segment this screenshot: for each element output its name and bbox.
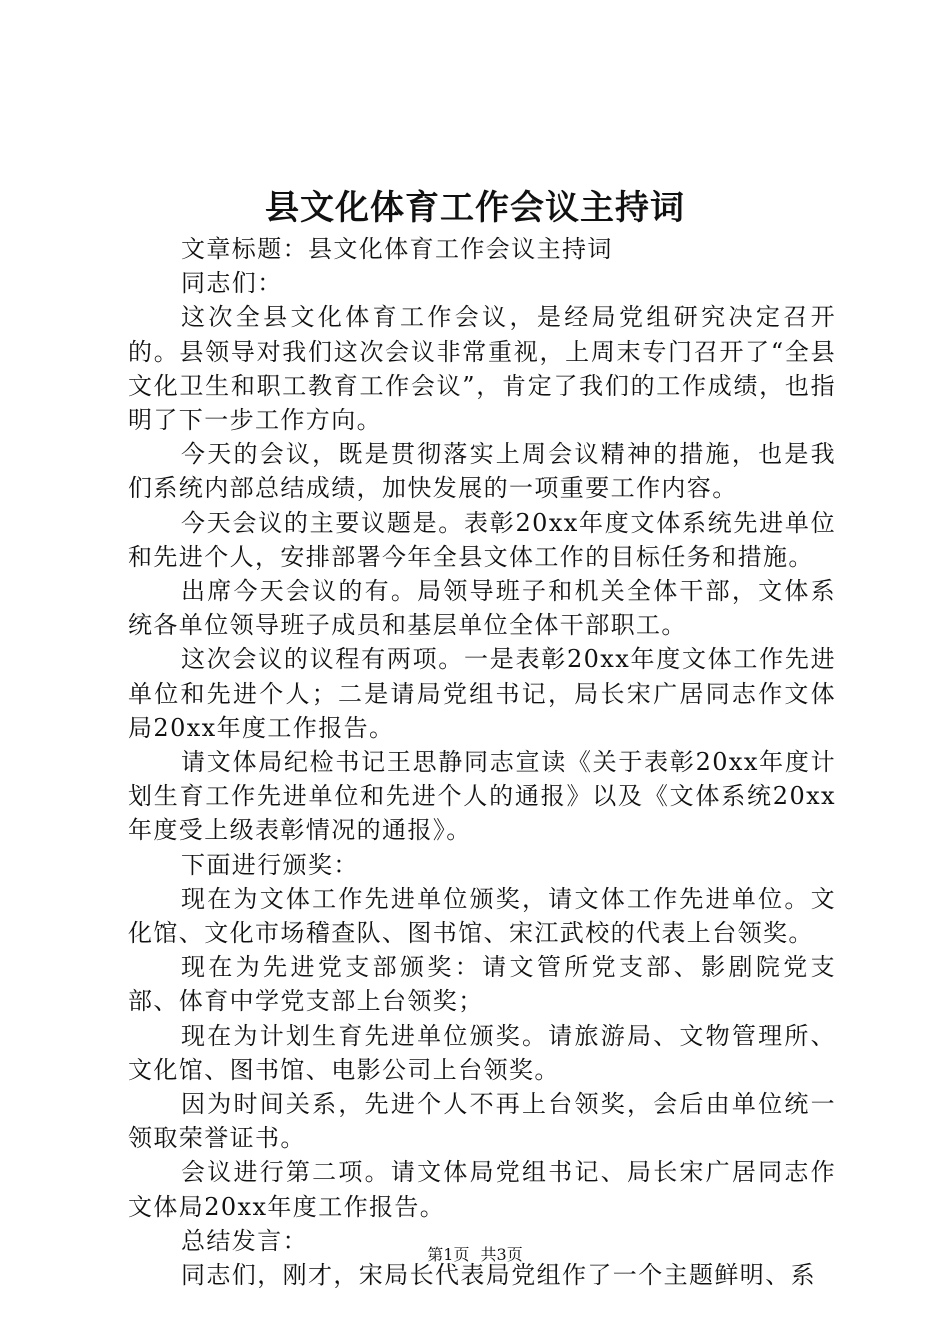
page-number: 第1页 [427, 1245, 470, 1264]
paragraph: 现在为文体工作先进单位颁奖，请文体工作先进单位。文化馆、文化市场稽查队、图书馆、宋江武校的代表上台领奖。 [128, 884, 836, 948]
paragraph: 请文体局纪检书记王思静同志宣读《关于表彰20xx年度计划生育工作先进单位和先进个人的通报》以及《文体系统20xx年度受上级表彰情况的通报》。 [128, 748, 836, 845]
paragraph: 现在为先进党支部颁奖：请文管所党支部、影剧院党支部、体育中学党支部上台领奖； [128, 953, 836, 1016]
paragraph: 因为时间关系，先进个人不再上台领奖，会后由单位统一领取荣誉证书。 [128, 1090, 836, 1153]
paragraph-article-title: 文章标题：县文化体育工作会议主持词 [181, 235, 613, 263]
paragraph: 今天的会议，既是贯彻落实上周会议精神的措施，也是我们系统内部总结成绩，加快发展的一项重要工作内容。 [128, 440, 836, 503]
paragraph: 下面进行颁奖： [181, 850, 359, 879]
document-title: 县文化体育工作会议主持词 [265, 188, 685, 228]
paragraph: 总结发言： [181, 1226, 308, 1255]
paragraph: 现在为计划生育先进单位颁奖。请旅游局、文物管理所、文化馆、图书馆、电影公司上台领奖。 [128, 1021, 836, 1084]
paragraph: 会议进行第二项。请文体局党组书记、局长宋广居同志作文体局20xx年度工作报告。 [128, 1158, 836, 1221]
paragraph-salutation: 同志们： [181, 269, 283, 298]
page-total: 共3页 [480, 1245, 523, 1264]
document-body [128, 232, 836, 1292]
paragraph: 今天会议的主要议题是。表彰20xx年度文体系统先进单位和先进个人，安排部署今年全县文体工作的目标任务和措施。 [128, 508, 836, 571]
paragraph: 同志们，刚才，宋局长代表局党组作了一个主题鲜明、系 [181, 1261, 816, 1290]
page-footer [0, 1244, 950, 1266]
paragraph: 这次全县文化体育工作会议，是经局党组研究决定召开的。县领导对我们这次会议非常重视，上周末专门召开了“全县文化卫生和职工教育工作会议”，肯定了我们的工作成绩，也指明了下一步工作方向。 [128, 303, 836, 435]
paragraph: 这次会议的议程有两项。一是表彰20xx年度文体工作先进单位和先进个人；二是请局党组书记，局长宋广居同志作文体局20xx年度工作报告。 [128, 645, 836, 742]
paragraph: 出席今天会议的有。局领导班子和机关全体干部，文体系统各单位领导班子成员和基层单位全体干部职工。 [128, 577, 836, 640]
